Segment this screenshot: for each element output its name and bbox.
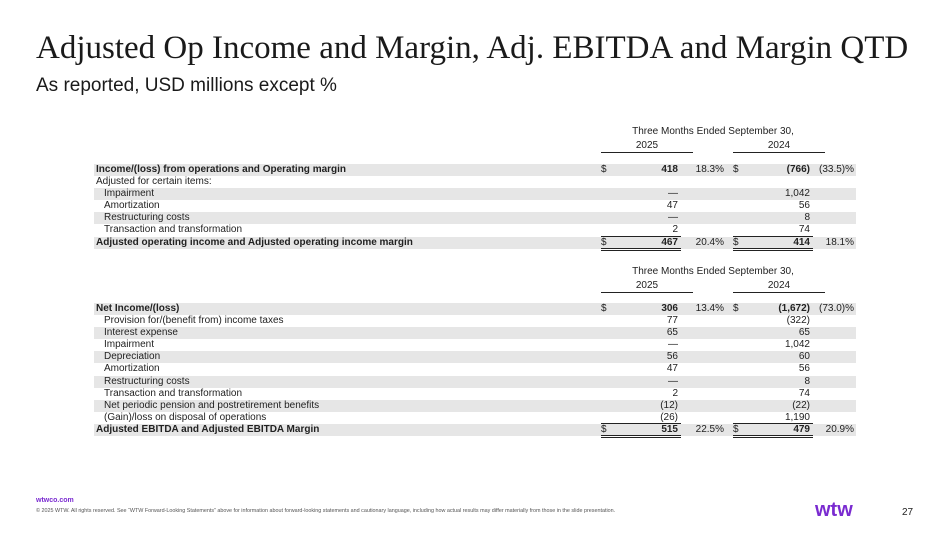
- value-2024: 1,042: [784, 188, 810, 200]
- table-row: [94, 400, 856, 412]
- value-2024: 479: [793, 423, 810, 435]
- margin-2024: 18.1%: [825, 236, 854, 248]
- value-2024: 74: [798, 387, 810, 399]
- value-2025: 56: [666, 351, 678, 363]
- total-rule: [601, 435, 681, 436]
- value-2024: 1,190: [784, 411, 810, 423]
- table-header: [94, 124, 856, 154]
- value-2024: 414: [793, 236, 810, 248]
- year-2025-header: 2025: [601, 140, 693, 153]
- margin-2025: 18.3%: [695, 164, 724, 175]
- value-2025: 77: [666, 315, 678, 327]
- period-label: Three Months Ended September 30,: [632, 266, 794, 277]
- margin-2024: (73.0)%: [818, 303, 854, 314]
- value-2025: (12): [660, 399, 678, 411]
- value-2025: 418: [661, 164, 678, 175]
- value-2024: 8: [804, 212, 810, 224]
- value-2025: —: [668, 375, 678, 387]
- value-2024: 60: [798, 351, 810, 363]
- wtw-logo: [815, 500, 871, 520]
- table-row: [94, 237, 856, 249]
- table-row: [94, 224, 856, 236]
- total-double-rule: [733, 250, 813, 251]
- value-2025: 47: [666, 363, 678, 375]
- operating-income-table: [94, 124, 856, 249]
- margin-2024: (33.5)%: [818, 164, 854, 175]
- total-double-rule: [601, 437, 681, 438]
- table-row: [94, 412, 856, 424]
- value-2025: 2: [672, 224, 678, 236]
- table-row: [94, 188, 856, 200]
- table-row: [94, 351, 856, 363]
- year-2024-header: 2024: [733, 280, 825, 293]
- value-2024: (322): [786, 315, 810, 327]
- table-row: [94, 164, 856, 176]
- currency-symbol: $: [733, 303, 739, 314]
- row-label: Transaction and transformation: [104, 224, 243, 236]
- value-2025: —: [668, 188, 678, 200]
- value-2024: 56: [798, 200, 810, 212]
- table-header: [94, 264, 856, 294]
- footer-url-link[interactable]: wtwco.com: [36, 497, 74, 504]
- value-2025: 467: [661, 236, 678, 248]
- year-2024-header: 2024: [733, 140, 825, 153]
- table-row: [94, 388, 856, 400]
- value-2024: 56: [798, 363, 810, 375]
- table-row: [94, 315, 856, 327]
- row-label: Adjusted EBITDA and Adjusted EBITDA Margin: [96, 423, 320, 435]
- currency-symbol: $: [601, 164, 607, 175]
- row-label: Provision for/(benefit from) income taxes: [104, 315, 284, 327]
- row-label: Adjusted for certain items:: [96, 176, 212, 188]
- margin-2025: 22.5%: [695, 423, 724, 435]
- page-title: Adjusted Op Income and Margin, Adj. EBITDA and Margin QTD: [36, 30, 909, 66]
- page-subtitle: As reported, USD millions except %: [36, 75, 337, 96]
- table-row: [94, 424, 856, 436]
- row-label: Transaction and transformation: [104, 387, 243, 399]
- margin-2025: 20.4%: [695, 236, 724, 248]
- value-2024: 1,042: [784, 339, 810, 351]
- total-double-rule: [601, 250, 681, 251]
- row-label: Amortization: [104, 363, 160, 375]
- value-2024: 65: [798, 327, 810, 339]
- table-row: [94, 200, 856, 212]
- row-label: (Gain)/loss on disposal of operations: [104, 411, 267, 423]
- value-2024: (22): [792, 399, 810, 411]
- value-2025: —: [668, 339, 678, 351]
- page-number: 27: [902, 507, 914, 518]
- table-row: [94, 376, 856, 388]
- row-label: Depreciation: [104, 351, 161, 363]
- table-row: [94, 363, 856, 375]
- row-label: Restructuring costs: [104, 212, 190, 224]
- value-2025: 47: [666, 200, 678, 212]
- year-2025-header: 2025: [601, 280, 693, 293]
- row-label: Restructuring costs: [104, 375, 190, 387]
- currency-symbol: $: [733, 236, 739, 248]
- margin-2025: 13.4%: [695, 303, 724, 314]
- wtw-logo-text: wtw: [815, 500, 853, 520]
- currency-symbol: $: [733, 164, 739, 175]
- footer-copyright: © 2025 WTW. All rights reserved. See “WTW Forward-Looking Statements” above for information about forward-looking statements and cautionary language, including how actual results may differ materially from those in the slide presentation.: [36, 508, 616, 514]
- row-label: Income/(loss) from operations and Operating margin: [96, 164, 347, 175]
- row-label: Net periodic pension and postretirement benefits: [104, 399, 320, 411]
- value-2024: 8: [804, 375, 810, 387]
- row-label: Impairment: [104, 339, 155, 351]
- table-row: [94, 212, 856, 224]
- value-2024: (766): [786, 164, 810, 175]
- currency-symbol: $: [601, 423, 607, 435]
- row-label: Amortization: [104, 200, 160, 212]
- value-2024: (1,672): [778, 303, 810, 314]
- row-label: Interest expense: [104, 327, 178, 339]
- value-2025: 515: [661, 423, 678, 435]
- currency-symbol: $: [601, 236, 607, 248]
- total-rule: [733, 435, 813, 436]
- value-2025: 2: [672, 387, 678, 399]
- table-row: [94, 176, 856, 188]
- table-row: [94, 339, 856, 351]
- value-2025: 65: [666, 327, 678, 339]
- value-2025: 306: [661, 303, 678, 314]
- period-label: Three Months Ended September 30,: [632, 126, 794, 137]
- total-rule: [601, 248, 681, 249]
- value-2024: 74: [798, 224, 810, 236]
- table-row: [94, 327, 856, 339]
- table-body: [94, 303, 856, 436]
- currency-symbol: $: [601, 303, 607, 314]
- value-2025: —: [668, 212, 678, 224]
- total-rule: [733, 248, 813, 249]
- row-label: Net Income/(loss): [96, 303, 180, 314]
- row-label: Adjusted operating income and Adjusted operating income margin: [96, 236, 413, 248]
- margin-2024: 20.9%: [825, 423, 854, 435]
- total-double-rule: [733, 437, 813, 438]
- row-label: Impairment: [104, 188, 155, 200]
- table-body: [94, 164, 856, 249]
- value-2025: (26): [660, 411, 678, 423]
- currency-symbol: $: [733, 423, 739, 435]
- table-row: [94, 303, 856, 315]
- ebitda-table: [94, 264, 856, 436]
